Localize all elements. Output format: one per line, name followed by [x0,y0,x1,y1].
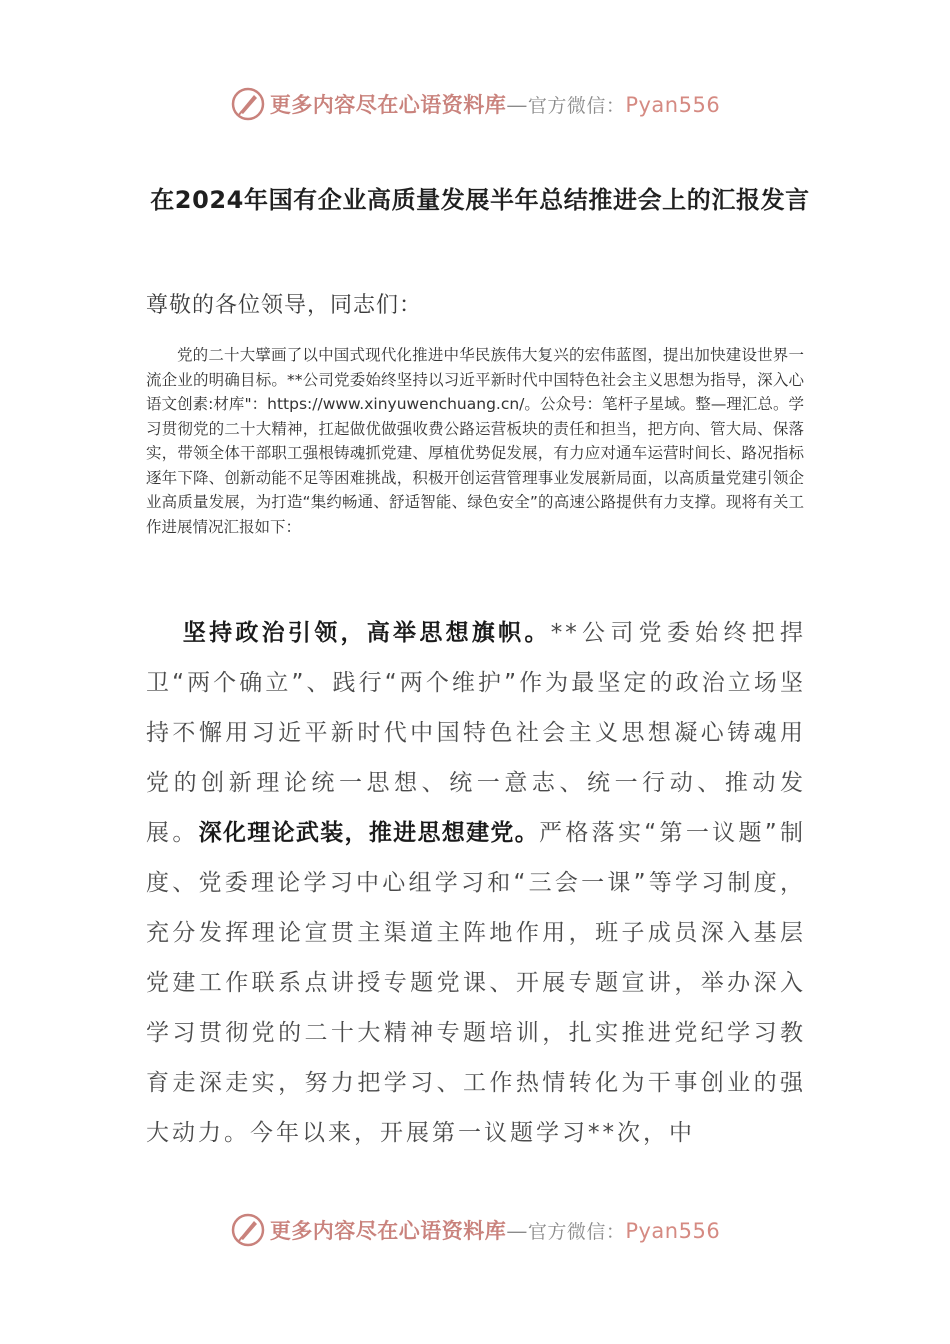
section2-heading: 深化理论武装，推进思想建党。 [198,820,540,846]
watermark-text [270,1215,720,1245]
watermark-dash: — [506,1219,528,1243]
watermark-header [0,84,950,124]
body-paragraph [146,608,806,1158]
watermark-dash: — [506,93,528,117]
quill-logo-icon [230,1212,266,1248]
section1-heading: 坚持政治引领，高举思想旗帜。 [182,620,551,646]
section1-text: **公司党委始终把捍卫“两个确立”、践行“两个维护”作为最坚定的政治立场坚持不懈用习近平新时代中国特色社会主义思想凝心铸魂用党的创新理论统一思想、统一意志、统一行动、推动发展。 [146,620,807,846]
watermark-brand: 更多内容尽在心语资料库 [269,92,507,117]
watermark-handle: Pyan556 [625,1219,721,1243]
watermark-text [270,89,720,119]
intro-paragraph: 党的二十大擘画了以中国式现代化推进中华民族伟大复兴的宏伟蓝图，提出加快建设世界一流企业的明确目标。**公司党委始终坚持以习近平新时代中国特色社会主义思想为指导，深入心语文创素:材库"：https://www.xinyuwenchuang.cn/。公众号：笔杆子星域。整—理汇总。学习贯彻党的二十大精神，扛起做优做强收费公路运营板块的责任和担当，把方向、管大局、保落实，带领全体干部职工强根铸魂抓党建、厚植优势促发展，有力应对通车运营时间长、路况指标逐年下降、创新动能不足等困难挑战，积极开创运营管理事业发展新局面，以高质量党建引领企业高质量发展，为打造“集约畅通、舒适智能、绿色安全”的高速公路提供有力支撑。现将有关工作进展情况汇报如下： [146,346,804,536]
document-title: 在2024年国有企业高质量发展半年总结推进会上的汇报发言 [150,186,810,214]
watermark-handle: Pyan556 [625,93,721,117]
section2-text: 严格落实“第一议题”制度、党委理论学习中心组学习和“三会一课”等学习制度，充分发挥理论宣贯主渠道主阵地作用，班子成员深入基层党建工作联系点讲授专题党课、开展专题宣讲，举办深入学习贯彻党的二十大精神专题培训，扎实推进党纪学习教育走深走实，努力把学习、工作热情转化为干事创业的强大动力。今年以来，开展第一议题学习**次，中 [146,820,807,1146]
watermark-label: 官方微信： [527,95,626,117]
watermark-brand: 更多内容尽在心语资料库 [269,1218,507,1243]
watermark-footer [0,1210,950,1250]
quill-logo-icon [230,86,266,122]
watermark-label: 官方微信： [527,1221,626,1243]
salutation: 尊敬的各位领导，同志们： [146,293,423,318]
